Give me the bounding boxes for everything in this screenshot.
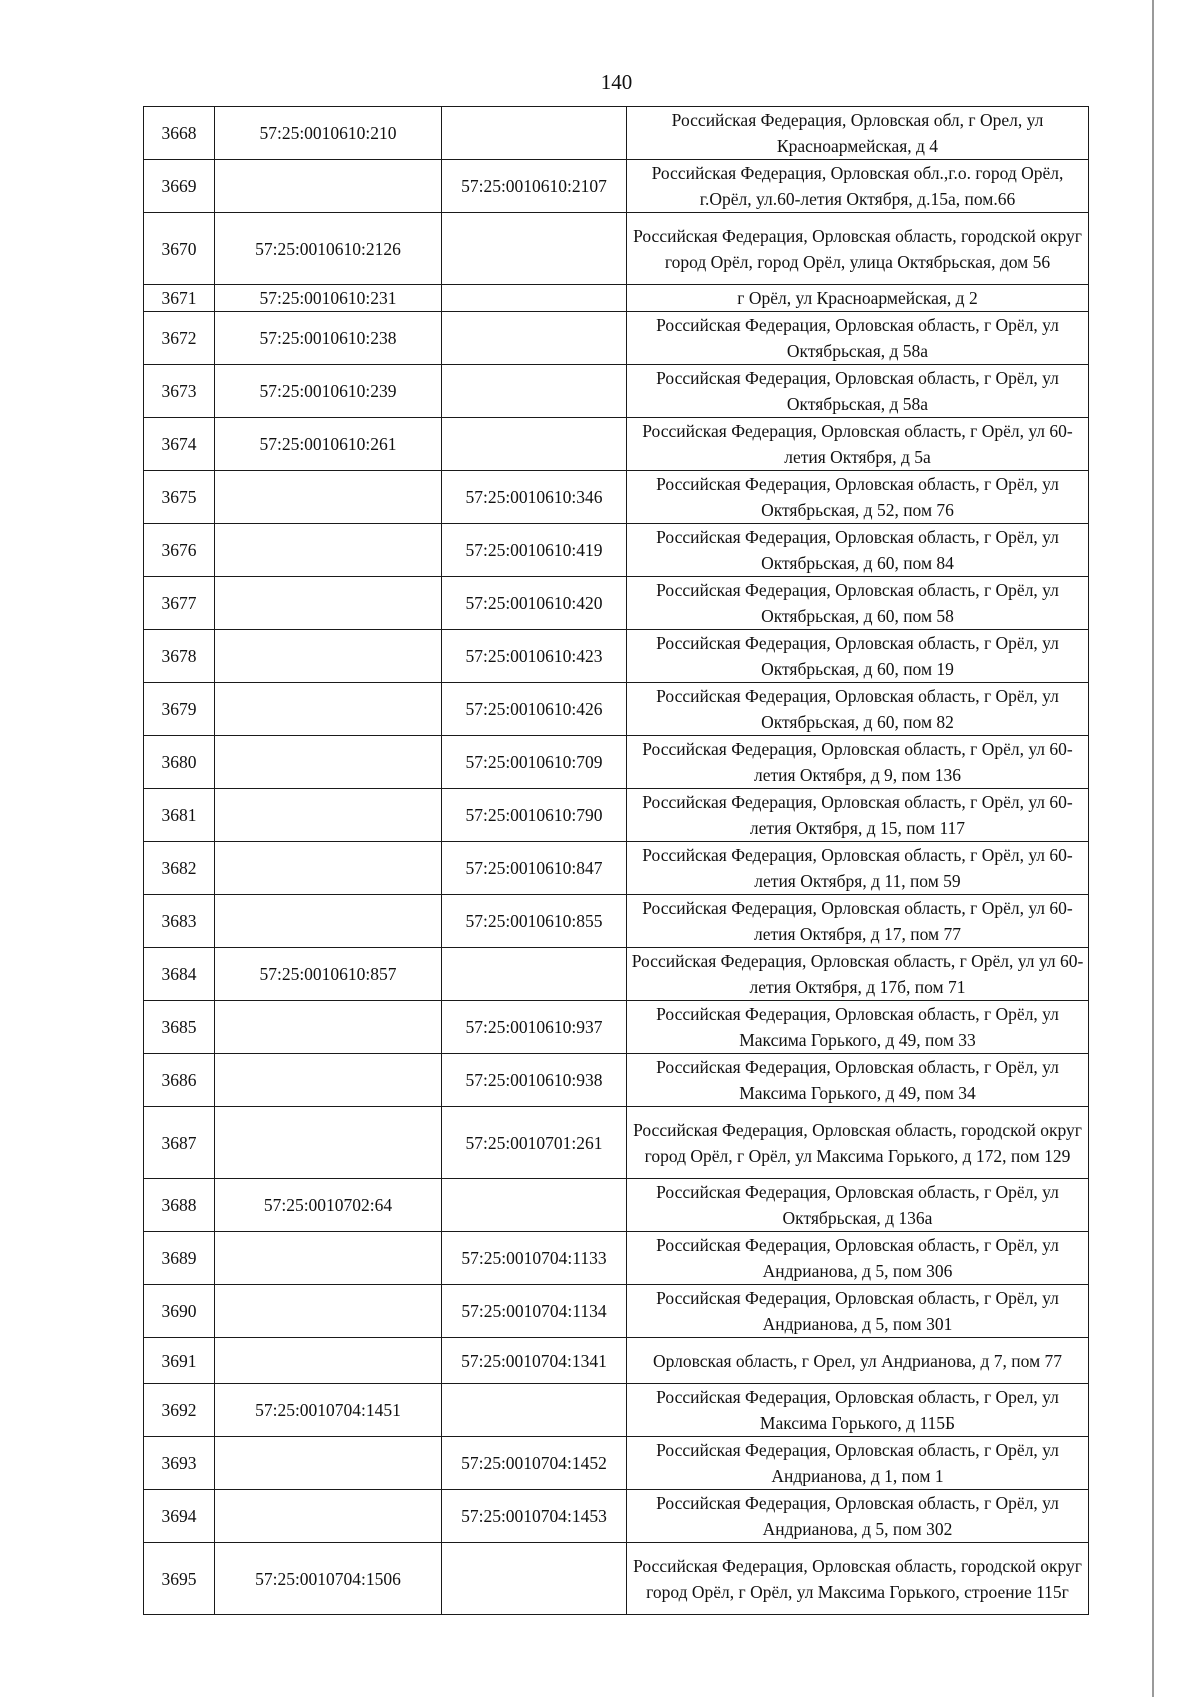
address-cell: Российская Федерация, Орловская область, г Орёл, ул Андрианова, д 1, пом 1 bbox=[627, 1437, 1089, 1490]
row-number-cell: 3675 bbox=[144, 471, 215, 524]
registry-table-body bbox=[144, 107, 1089, 1615]
table-row bbox=[144, 285, 1089, 312]
row-number-cell: 3678 bbox=[144, 630, 215, 683]
scan-edge-line bbox=[1152, 0, 1154, 1697]
parcel-cadastral-number-cell bbox=[215, 1001, 442, 1054]
page-number: 140 bbox=[600, 70, 633, 94]
row-number-cell: 3674 bbox=[144, 418, 215, 471]
object-cadastral-number-cell bbox=[442, 213, 627, 285]
address-cell: Российская Федерация, Орловская область, г Орёл, ул Максима Горького, д 49, пом 33 bbox=[627, 1001, 1089, 1054]
table-row bbox=[144, 1384, 1089, 1437]
object-cadastral-number-cell bbox=[442, 107, 627, 160]
object-cadastral-number-cell: 57:25:0010704:1341 bbox=[442, 1338, 627, 1384]
table-row bbox=[144, 736, 1089, 789]
parcel-cadastral-number-cell bbox=[215, 736, 442, 789]
table-row bbox=[144, 1285, 1089, 1338]
address-cell: Российская Федерация, Орловская обл.,г.о. город Орёл, г.Орёл, ул.60-летия Октября, д.15а, пом.66 bbox=[627, 160, 1089, 213]
row-number-cell: 3683 bbox=[144, 895, 215, 948]
table-row bbox=[144, 630, 1089, 683]
row-number-cell: 3695 bbox=[144, 1543, 215, 1615]
table-row bbox=[144, 1107, 1089, 1179]
object-cadastral-number-cell bbox=[442, 285, 627, 312]
address-cell: Российская Федерация, Орловская область, городской округ город Орёл, г Орёл, ул Максима Горького, строение 115г bbox=[627, 1543, 1089, 1615]
table-row bbox=[144, 789, 1089, 842]
address-cell: Российская Федерация, Орловская область, г Орёл, ул Андрианова, д 5, пом 306 bbox=[627, 1232, 1089, 1285]
table-row bbox=[144, 1490, 1089, 1543]
object-cadastral-number-cell: 57:25:0010610:937 bbox=[442, 1001, 627, 1054]
table-row bbox=[144, 160, 1089, 213]
object-cadastral-number-cell: 57:25:0010610:419 bbox=[442, 524, 627, 577]
parcel-cadastral-number-cell: 57:25:0010610:261 bbox=[215, 418, 442, 471]
object-cadastral-number-cell: 57:25:0010610:426 bbox=[442, 683, 627, 736]
parcel-cadastral-number-cell bbox=[215, 683, 442, 736]
object-cadastral-number-cell: 57:25:0010610:847 bbox=[442, 842, 627, 895]
address-cell: Российская Федерация, Орловская область, г Орёл, ул ул 60-летия Октября, д 17б, пом 71 bbox=[627, 948, 1089, 1001]
table-row bbox=[144, 107, 1089, 160]
table-row bbox=[144, 1179, 1089, 1232]
parcel-cadastral-number-cell: 57:25:0010704:1506 bbox=[215, 1543, 442, 1615]
row-number-cell: 3690 bbox=[144, 1285, 215, 1338]
object-cadastral-number-cell bbox=[442, 948, 627, 1001]
address-cell: Орловская область, г Орел, ул Андрианова, д 7, пом 77 bbox=[627, 1338, 1089, 1384]
address-cell: Российская Федерация, Орловская область, г Орёл, ул 60-летия Октября, д 17, пом 77 bbox=[627, 895, 1089, 948]
address-cell: Российская Федерация, Орловская область, г Орел, ул Максима Горького, д 115Б bbox=[627, 1384, 1089, 1437]
object-cadastral-number-cell: 57:25:0010610:423 bbox=[442, 630, 627, 683]
table-row bbox=[144, 948, 1089, 1001]
object-cadastral-number-cell bbox=[442, 365, 627, 418]
address-cell: Российская Федерация, Орловская область, г Орёл, ул Октябрьская, д 136а bbox=[627, 1179, 1089, 1232]
address-cell: Российская Федерация, Орловская область, городской округ город Орёл, город Орёл, улица Октябрьская, дом 56 bbox=[627, 213, 1089, 285]
table-row bbox=[144, 895, 1089, 948]
address-cell: Российская Федерация, Орловская область, г Орёл, ул Максима Горького, д 49, пом 34 bbox=[627, 1054, 1089, 1107]
object-cadastral-number-cell: 57:25:0010610:420 bbox=[442, 577, 627, 630]
parcel-cadastral-number-cell bbox=[215, 160, 442, 213]
row-number-cell: 3691 bbox=[144, 1338, 215, 1384]
table-row bbox=[144, 577, 1089, 630]
row-number-cell: 3682 bbox=[144, 842, 215, 895]
parcel-cadastral-number-cell: 57:25:0010702:64 bbox=[215, 1179, 442, 1232]
table-row bbox=[144, 524, 1089, 577]
table-row bbox=[144, 1543, 1089, 1615]
object-cadastral-number-cell: 57:25:0010610:2107 bbox=[442, 160, 627, 213]
registry-table bbox=[143, 106, 1089, 1615]
address-cell: Российская Федерация, Орловская область, г Орёл, ул Октябрьская, д 60, пом 82 bbox=[627, 683, 1089, 736]
address-cell: Российская Федерация, Орловская обл, г Орел, ул Красноармейская, д 4 bbox=[627, 107, 1089, 160]
address-cell: Российская Федерация, Орловская область, г Орёл, ул Октябрьская, д 58а bbox=[627, 365, 1089, 418]
row-number-cell: 3680 bbox=[144, 736, 215, 789]
row-number-cell: 3671 bbox=[144, 285, 215, 312]
table-row bbox=[144, 418, 1089, 471]
object-cadastral-number-cell: 57:25:0010704:1453 bbox=[442, 1490, 627, 1543]
row-number-cell: 3692 bbox=[144, 1384, 215, 1437]
address-cell: Российская Федерация, Орловская область, г Орёл, ул Октябрьская, д 52, пом 76 bbox=[627, 471, 1089, 524]
row-number-cell: 3668 bbox=[144, 107, 215, 160]
parcel-cadastral-number-cell bbox=[215, 1232, 442, 1285]
table-row bbox=[144, 1338, 1089, 1384]
address-cell: Российская Федерация, Орловская область, г Орёл, ул 60-летия Октября, д 5а bbox=[627, 418, 1089, 471]
object-cadastral-number-cell: 57:25:0010610:346 bbox=[442, 471, 627, 524]
row-number-cell: 3693 bbox=[144, 1437, 215, 1490]
parcel-cadastral-number-cell: 57:25:0010610:238 bbox=[215, 312, 442, 365]
table-row bbox=[144, 842, 1089, 895]
object-cadastral-number-cell bbox=[442, 1384, 627, 1437]
object-cadastral-number-cell: 57:25:0010704:1133 bbox=[442, 1232, 627, 1285]
object-cadastral-number-cell: 57:25:0010610:938 bbox=[442, 1054, 627, 1107]
row-number-cell: 3685 bbox=[144, 1001, 215, 1054]
table-row bbox=[144, 1001, 1089, 1054]
row-number-cell: 3673 bbox=[144, 365, 215, 418]
parcel-cadastral-number-cell bbox=[215, 524, 442, 577]
parcel-cadastral-number-cell: 57:25:0010610:857 bbox=[215, 948, 442, 1001]
parcel-cadastral-number-cell bbox=[215, 630, 442, 683]
parcel-cadastral-number-cell bbox=[215, 842, 442, 895]
row-number-cell: 3670 bbox=[144, 213, 215, 285]
object-cadastral-number-cell bbox=[442, 1179, 627, 1232]
row-number-cell: 3689 bbox=[144, 1232, 215, 1285]
address-cell: Российская Федерация, Орловская область, г Орёл, ул Октябрьская, д 60, пом 84 bbox=[627, 524, 1089, 577]
parcel-cadastral-number-cell bbox=[215, 1490, 442, 1543]
row-number-cell: 3677 bbox=[144, 577, 215, 630]
parcel-cadastral-number-cell: 57:25:0010610:231 bbox=[215, 285, 442, 312]
row-number-cell: 3676 bbox=[144, 524, 215, 577]
table-row bbox=[144, 365, 1089, 418]
parcel-cadastral-number-cell: 57:25:0010610:239 bbox=[215, 365, 442, 418]
table-row bbox=[144, 1437, 1089, 1490]
address-cell: Российская Федерация, Орловская область, г Орёл, ул Андрианова, д 5, пом 301 bbox=[627, 1285, 1089, 1338]
object-cadastral-number-cell bbox=[442, 418, 627, 471]
parcel-cadastral-number-cell: 57:25:0010610:2126 bbox=[215, 213, 442, 285]
object-cadastral-number-cell: 57:25:0010610:790 bbox=[442, 789, 627, 842]
row-number-cell: 3688 bbox=[144, 1179, 215, 1232]
address-cell: Российская Федерация, Орловская область, городской округ город Орёл, г Орёл, ул Максима Горького, д 172, пом 129 bbox=[627, 1107, 1089, 1179]
address-cell: Российская Федерация, Орловская область, г Орёл, ул Октябрьская, д 60, пом 58 bbox=[627, 577, 1089, 630]
object-cadastral-number-cell: 57:25:0010610:855 bbox=[442, 895, 627, 948]
row-number-cell: 3686 bbox=[144, 1054, 215, 1107]
table-row bbox=[144, 471, 1089, 524]
parcel-cadastral-number-cell bbox=[215, 471, 442, 524]
table-row bbox=[144, 1232, 1089, 1285]
address-cell: Российская Федерация, Орловская область, г Орёл, ул Октябрьская, д 58а bbox=[627, 312, 1089, 365]
parcel-cadastral-number-cell bbox=[215, 1054, 442, 1107]
row-number-cell: 3694 bbox=[144, 1490, 215, 1543]
address-cell: Российская Федерация, Орловская область, г Орёл, ул 60-летия Октября, д 11, пом 59 bbox=[627, 842, 1089, 895]
address-cell: г Орёл, ул Красноармейская, д 2 bbox=[627, 285, 1089, 312]
parcel-cadastral-number-cell bbox=[215, 895, 442, 948]
row-number-cell: 3669 bbox=[144, 160, 215, 213]
object-cadastral-number-cell: 57:25:0010704:1134 bbox=[442, 1285, 627, 1338]
object-cadastral-number-cell: 57:25:0010610:709 bbox=[442, 736, 627, 789]
parcel-cadastral-number-cell bbox=[215, 1437, 442, 1490]
row-number-cell: 3672 bbox=[144, 312, 215, 365]
parcel-cadastral-number-cell bbox=[215, 1338, 442, 1384]
parcel-cadastral-number-cell bbox=[215, 1285, 442, 1338]
table-row bbox=[144, 312, 1089, 365]
parcel-cadastral-number-cell bbox=[215, 577, 442, 630]
parcel-cadastral-number-cell bbox=[215, 789, 442, 842]
parcel-cadastral-number-cell bbox=[215, 1107, 442, 1179]
address-cell: Российская Федерация, Орловская область, г Орёл, ул 60-летия Октября, д 9, пом 136 bbox=[627, 736, 1089, 789]
object-cadastral-number-cell: 57:25:0010704:1452 bbox=[442, 1437, 627, 1490]
parcel-cadastral-number-cell: 57:25:0010704:1451 bbox=[215, 1384, 442, 1437]
address-cell: Российская Федерация, Орловская область, г Орёл, ул Андрианова, д 5, пом 302 bbox=[627, 1490, 1089, 1543]
table-row bbox=[144, 213, 1089, 285]
object-cadastral-number-cell bbox=[442, 1543, 627, 1615]
address-cell: Российская Федерация, Орловская область, г Орёл, ул 60-летия Октября, д 15, пом 117 bbox=[627, 789, 1089, 842]
row-number-cell: 3687 bbox=[144, 1107, 215, 1179]
table-row bbox=[144, 683, 1089, 736]
row-number-cell: 3681 bbox=[144, 789, 215, 842]
object-cadastral-number-cell bbox=[442, 312, 627, 365]
row-number-cell: 3684 bbox=[144, 948, 215, 1001]
row-number-cell: 3679 bbox=[144, 683, 215, 736]
table-row bbox=[144, 1054, 1089, 1107]
object-cadastral-number-cell: 57:25:0010701:261 bbox=[442, 1107, 627, 1179]
address-cell: Российская Федерация, Орловская область, г Орёл, ул Октябрьская, д 60, пом 19 bbox=[627, 630, 1089, 683]
parcel-cadastral-number-cell: 57:25:0010610:210 bbox=[215, 107, 442, 160]
